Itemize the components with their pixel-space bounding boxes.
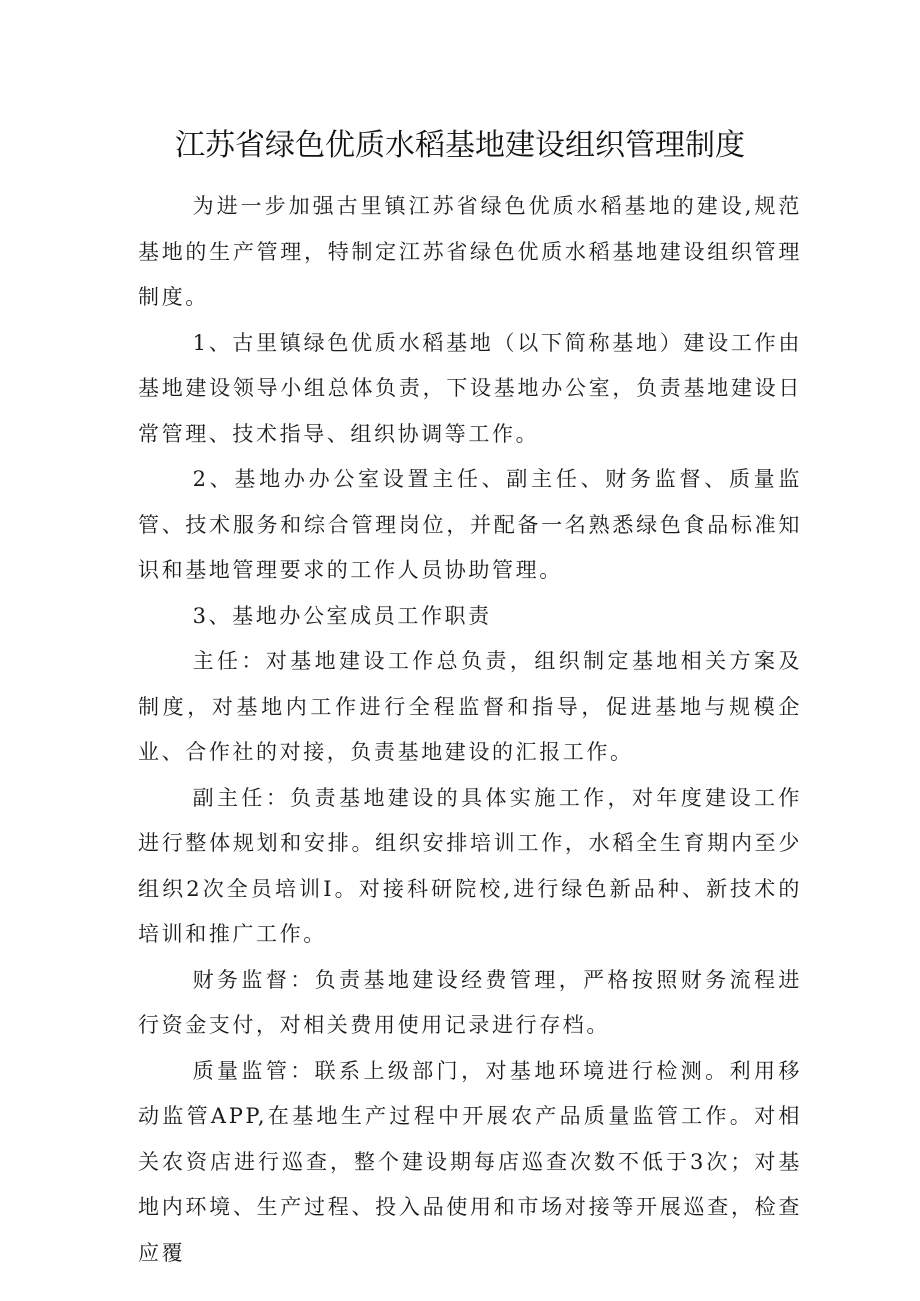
paragraph-item-1: 1、古里镇绿色优质水稻基地（以下简称基地）建设工作由基地建设领导小组总体负责，下设基地办公室，负责基地建设日常管理、技术指导、组织协调等工作。	[138, 330, 802, 446]
paragraph-quality-supervision: 质量监管：联系上级部门，对基地环境进行检测。利用移动监管APP,在基地生产过程中开展农产品质量监管工作。对相关农资店进行巡查，整个建设期每店巡查次数不低于3次；对基地内环境、生产过程、投入品使用和市场对接等开展巡查，检查应覆	[138, 1058, 802, 1265]
paragraph-deputy-director: 副主任：负责基地建设的具体实施工作，对年度建设工作进行整体规划和安排。组织安排培训工作，水稻全生育期内至少组织2次全员培训I。对接科研院校,进行绿色新品种、新技术的培训和推广工作。	[138, 785, 802, 946]
paragraph-item-3: 3、基地办公室成员工作职责	[192, 603, 492, 628]
document-title: 江苏省绿色优质水稻基地建设组织管理制度	[175, 128, 745, 163]
paragraph-item-2: 2、基地办办公室设置主任、副主任、财务监督、质量监管、技术服务和综合管理岗位，并配备一名熟悉绿色食品标准知识和基地管理要求的工作人员协助管理。	[138, 467, 802, 582]
paragraph-director: 主任：对基地建设工作总负责，组织制定基地相关方案及制度，对基地内工作进行全程监督和指导，促进基地与规模企业、合作社的对接，负责基地建设的汇报工作。	[138, 649, 802, 764]
paragraph-finance-supervision: 财务监督：负责基地建设经费管理，严格按照财务流程进行资金支付，对相关费用使用记录进行存档。	[138, 967, 802, 1037]
document-body	[138, 184, 802, 1276]
paragraph-intro: 为进一步加强古里镇江苏省绿色优质水稻基地的建设,规范基地的生产管理，特制定江苏省绿色优质水稻基地建设组织管理制度。	[138, 194, 802, 309]
